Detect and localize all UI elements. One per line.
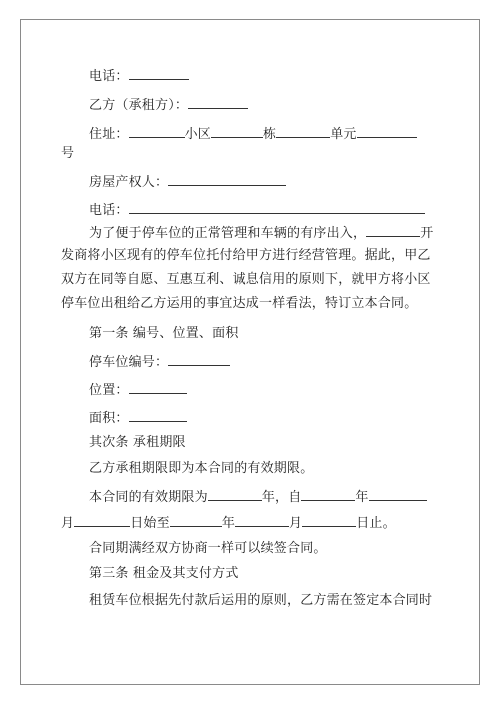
phone-blank: [129, 67, 189, 80]
location-blank: [129, 381, 187, 394]
validity-text-5: 日始至: [130, 516, 170, 531]
address-unit-label: 单元: [330, 127, 357, 142]
validity-line-1: [89, 488, 427, 506]
intro-text-4: 双方在同等自愿、互惠互利、诚息信用的原则下，就甲方将小区: [61, 272, 431, 287]
renewal-text: 合同期满经双方协商一样可以续签合同。: [89, 541, 327, 556]
validity-text-4: 月: [61, 516, 75, 531]
party-b-blank: [188, 96, 248, 109]
address-blank-2: [211, 125, 263, 138]
space-number-label: 停车位编号：: [89, 355, 169, 370]
end-day-blank: [302, 514, 356, 527]
location-label: 位置：: [89, 383, 129, 398]
space-number-line: [89, 353, 230, 371]
term-text: 乙方承租期限即为本合同的有效期限。: [89, 461, 314, 476]
address-number-line: [61, 146, 74, 162]
intro-line-3: [61, 272, 431, 288]
page-frame: [20, 19, 480, 685]
space-number-blank: [168, 353, 230, 366]
owner-phone-line: [89, 201, 425, 219]
party-b-line: [89, 96, 248, 114]
article-2-title: 其次条 承租期限: [89, 435, 186, 450]
area-line: [89, 409, 187, 427]
address-label: 住址：: [89, 127, 129, 142]
validity-text-7: 月: [289, 516, 303, 531]
location-line: [89, 381, 187, 399]
article-3-heading: [89, 566, 239, 582]
address-building-label: 栋: [263, 127, 277, 142]
validity-text-3: 年: [355, 490, 369, 505]
address-blank-1: [129, 125, 185, 138]
article-1-heading: [89, 326, 239, 342]
intro-text-2: 开: [420, 226, 434, 241]
intro-text-1: 为了便于停车位的正常管理和车辆的有序出入，: [89, 226, 367, 241]
validity-years-blank: [208, 488, 262, 501]
article-2-heading: [89, 435, 186, 451]
intro-text-3: 发商将小区现有的停车位托付给甲方进行经营管理。据此，甲乙: [61, 248, 431, 263]
address-complex-label: 小区: [184, 127, 212, 142]
start-day-blank: [74, 514, 130, 527]
owner-blank: [168, 173, 286, 186]
owner-phone-label: 电话：: [89, 203, 129, 218]
intro-line-1: [89, 224, 433, 242]
intro-text-5: 停车位出租给乙方运用的事宜达成一样看法，特订立本合同。: [61, 296, 418, 311]
owner-label: 房屋产权人：: [89, 175, 169, 190]
intro-line-2: [61, 248, 431, 264]
article-3-title: 第三条 租金及其支付方式: [89, 566, 239, 581]
address-blank-4: [357, 125, 417, 138]
area-blank: [129, 409, 187, 422]
validity-text-8: 日止。: [356, 516, 396, 531]
party-a-phone-line: [89, 67, 189, 85]
validity-text-6: 年: [221, 516, 236, 531]
payment-text: 租赁车位根据先付款后运用的原则，乙方需在签定本合同时: [89, 593, 433, 608]
validity-line-2: [61, 514, 396, 532]
number-suffix: 号: [61, 146, 75, 161]
intro-blank: [366, 224, 420, 237]
payment-line: [89, 593, 432, 609]
validity-text-2: 年，自: [261, 490, 302, 505]
validity-text-1: 本合同的有效期限为: [89, 490, 208, 505]
start-year-blank: [301, 488, 355, 501]
start-month-blank-head: [369, 488, 427, 501]
area-label: 面积：: [89, 411, 129, 426]
end-year-blank: [170, 514, 222, 527]
address-line: [89, 125, 417, 143]
term-line: [89, 461, 313, 477]
article-1-title: 第一条 编号、位置、面积: [89, 326, 239, 341]
phone-label: 电话：: [89, 69, 129, 84]
intro-line-4: [61, 296, 417, 312]
address-blank-3: [276, 125, 330, 138]
renewal-line: [89, 541, 327, 557]
party-b-label: 乙方（承租方）：: [89, 98, 189, 113]
owner-line: [89, 173, 286, 191]
end-month-blank: [235, 514, 289, 527]
owner-phone-blank: [129, 201, 425, 214]
